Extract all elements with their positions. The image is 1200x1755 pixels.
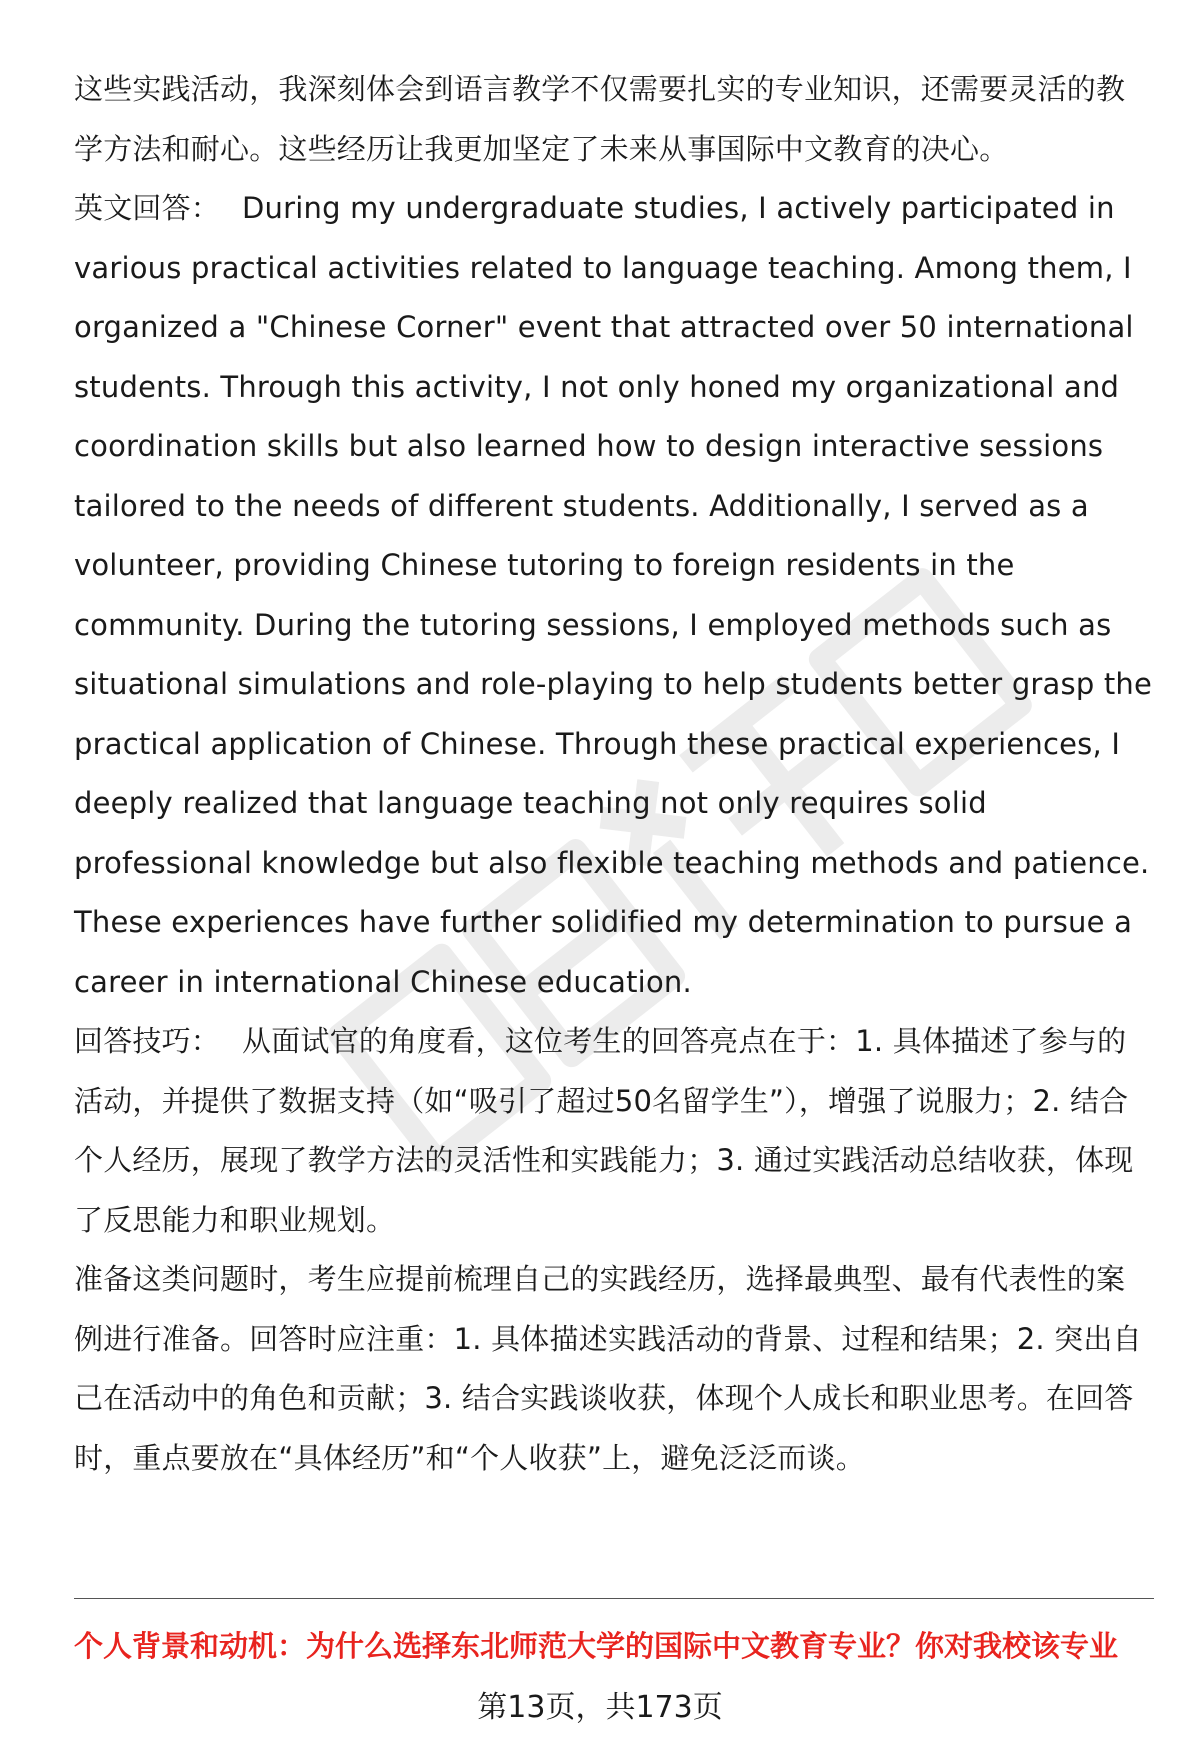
preparation-paragraph: 准备这类问题时，考生应提前梳理自己的实践经历，选择最典型、最有代表性的案例进行准备。回答时应注重：1. 具体描述实践活动的背景、过程和结果；2. 突出自己在活动中的角色和贡献；3. 结合实践谈收获，体现个人成长和职业思考。在回答时，重点要放在“具体经历”和“个人收获”上，避免泛泛而谈。 bbox=[74, 1262, 1142, 1475]
answer-tips-text: 从面试官的角度看，这位考生的回答亮点在于：1. 具体描述了参与的活动，并提供了数据支持（如“吸引了超过50名留学生”），增强了说服力；2. 结合个人经历，展现了教学方法的灵活性和实践能力；3. 通过实践活动总结收获，体现了反思能力和职业规划。 bbox=[74, 1024, 1134, 1237]
section-divider bbox=[74, 1598, 1154, 1599]
answer-tips-label: 回答技巧： bbox=[74, 1024, 221, 1058]
page-number-footer: 第13页，共173页 bbox=[477, 1690, 723, 1725]
intro-paragraph: 这些实践活动，我深刻体会到语言教学不仅需要扎实的专业知识，还需要灵活的教学方法和耐心。这些经历让我更加坚定了未来从事国际中文教育的决心。 bbox=[74, 72, 1126, 166]
page-content bbox=[74, 60, 1154, 1488]
next-question-heading: 个人背景和动机：为什么选择东北师范大学的国际中文教育专业？你对我校该专业 bbox=[74, 1629, 1119, 1663]
english-answer-label: 英文回答： bbox=[74, 191, 221, 225]
answer-tips-paragraph bbox=[74, 1012, 1154, 1250]
english-answer-paragraph bbox=[74, 179, 1154, 1012]
english-answer-text: During my undergraduate studies, I actively participated in various practical activities related to language teaching. Among them, I organized a "Chinese Corner" event that attracted over 50 international students. Through this activity, I not only honed my organizational and coordination skills but also learned how to design interactive sessions tailored to the needs of different students. Additionally, I served as a volunteer, providing Chinese tutoring to foreign residents in the community. During the tutoring sessions, I employed methods such as situational simulations and role-playing to help students better grasp the practical application of Chinese. Through these practical experiences, I deeply realized that language teaching not only requires solid professional knowledge but also flexible teaching methods and patience. These experiences have further solidified my determination to pursue a career in international Chinese education. bbox=[74, 191, 1153, 999]
